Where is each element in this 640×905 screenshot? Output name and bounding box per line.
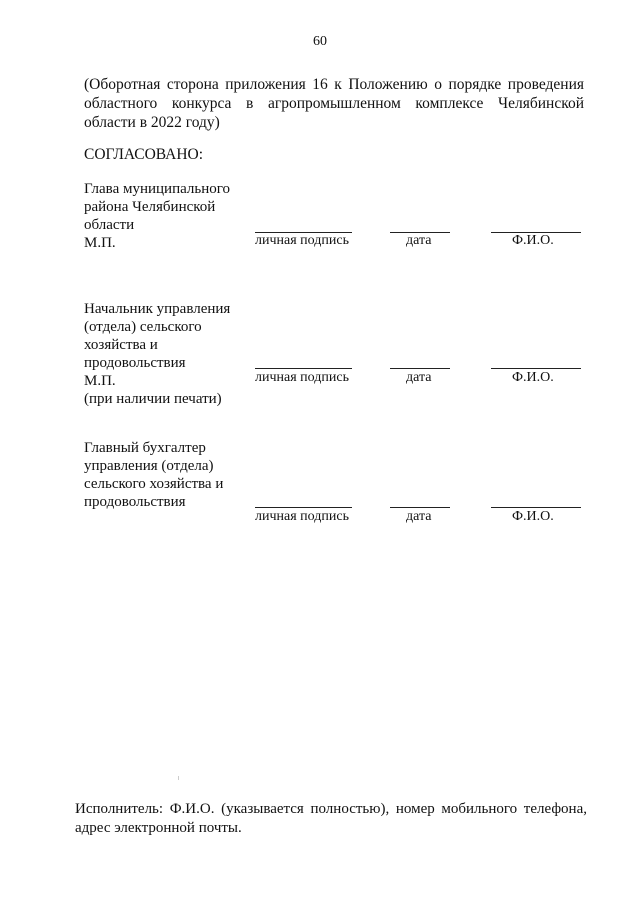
role-line: (отдела) сельского — [84, 319, 202, 335]
role-line: хозяйства и — [84, 337, 158, 353]
name-line — [491, 368, 581, 369]
appendix-header-note: (Оборотная сторона приложения 16 к Положению о порядке проведения областного конкурса в агропромышленном комплексе Челябинской области в 2022 году) — [84, 76, 584, 131]
date-caption: дата — [406, 509, 432, 524]
role-line: Главный бухгалтер — [84, 440, 206, 456]
date-line — [390, 507, 450, 508]
scan-artifact — [178, 776, 179, 780]
role-line: Глава муниципального — [84, 181, 231, 197]
name-line — [491, 507, 581, 508]
signature-caption: личная подпись — [255, 509, 349, 524]
date-caption: дата — [406, 370, 432, 385]
signature-line — [255, 507, 352, 508]
role-title — [84, 439, 223, 511]
signature-caption: личная подпись — [255, 233, 349, 248]
stamp-label: М.П. — [84, 373, 116, 389]
signature-caption: личная подпись — [255, 370, 349, 385]
approved-label: СОГЛАСОВАНО: — [84, 146, 204, 163]
role-line: сельского хозяйства и — [84, 476, 224, 492]
role-line: управления (отдела) — [84, 458, 214, 474]
name-caption: Ф.И.О. — [512, 233, 554, 248]
role-line: района Челябинской — [84, 199, 216, 215]
signature-line — [255, 368, 352, 369]
page-number: 60 — [313, 34, 327, 49]
signature-block-head-of-district — [84, 180, 584, 260]
role-title — [84, 300, 230, 408]
role-line: продовольствия — [84, 494, 186, 510]
stamp-note: (при наличии печати) — [84, 391, 222, 407]
stamp-label: М.П. — [84, 235, 116, 251]
signature-block-chief-accountant — [84, 439, 584, 529]
role-line: продовольствия — [84, 355, 186, 371]
name-caption: Ф.И.О. — [512, 370, 554, 385]
date-caption: дата — [406, 233, 432, 248]
role-title — [84, 180, 230, 252]
signature-block-head-of-agriculture-department — [84, 300, 584, 410]
role-line: области — [84, 217, 135, 233]
executor-note: Исполнитель: Ф.И.О. (указывается полностью), номер мобильного телефона, адрес электронной почты. — [75, 801, 587, 836]
date-line — [390, 368, 450, 369]
role-line: Начальник управления — [84, 301, 231, 317]
name-caption: Ф.И.О. — [512, 509, 554, 524]
